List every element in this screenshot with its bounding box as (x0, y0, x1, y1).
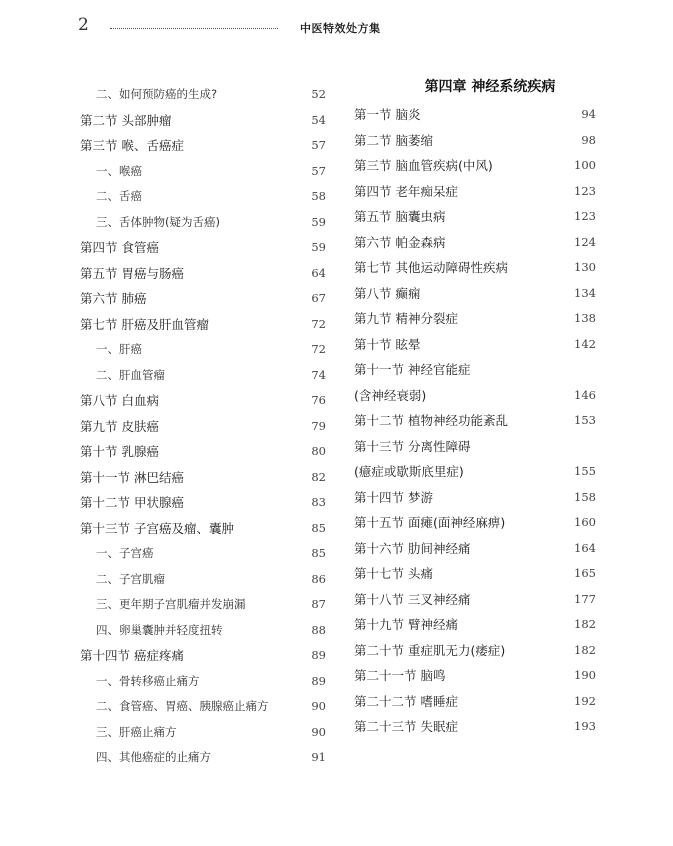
toc-entry[interactable] (354, 689, 596, 715)
toc-entry[interactable] (354, 612, 596, 638)
toc-page-number: 80 (311, 444, 326, 458)
toc-entry[interactable] (80, 388, 326, 414)
toc-subentry[interactable] (80, 618, 326, 644)
toc-entry[interactable] (354, 128, 596, 154)
toc-page-number: 83 (311, 495, 326, 509)
toc-page-number: 192 (574, 693, 596, 708)
toc-subentry[interactable] (80, 720, 326, 746)
toc-entry-title: 第四节 食管癌 (80, 240, 159, 255)
toc-page-number: 88 (311, 622, 326, 637)
toc-entry-title: 第十九节 臂神经痛 (354, 617, 458, 632)
toc-entry[interactable] (80, 133, 326, 159)
toc-page-number: 164 (574, 540, 596, 555)
toc-subentry[interactable] (80, 592, 326, 618)
toc-page-number: 86 (311, 571, 326, 586)
toc-entry-title: 第六节 帕金森病 (354, 234, 446, 250)
toc-entry-title: 第十三节 分离性障碍 (354, 438, 471, 454)
toc-page-number: 52 (311, 87, 326, 101)
toc-entry-title: 一、子宫癌 (96, 546, 154, 560)
toc-entry-title: 第二节 脑萎缩 (354, 132, 433, 148)
toc-entry-title: 四、其他癌症的止痛方 (96, 750, 211, 764)
toc-entry[interactable] (80, 414, 326, 440)
toc-entry[interactable] (354, 434, 596, 460)
toc-entry[interactable] (354, 485, 596, 511)
toc-entry[interactable] (80, 439, 326, 465)
toc-page-number: 74 (311, 367, 326, 382)
toc-subentry[interactable] (80, 363, 326, 389)
toc-entry-title: 第二十三节 失眠症 (354, 719, 458, 734)
page-number: 2 (78, 15, 89, 35)
toc-page-number: 72 (311, 342, 326, 356)
toc-page-number: 177 (574, 591, 596, 606)
toc-page-number: 89 (311, 648, 326, 662)
toc-entry-title: 第十二节 植物神经功能紊乱 (354, 413, 508, 428)
toc-entry-title: 二、肝血管瘤 (96, 367, 165, 382)
toc-entry[interactable] (354, 663, 596, 689)
toc-entry-title: 第九节 皮肤癌 (80, 418, 159, 434)
toc-entry-title: 三、舌体肿物(疑为舌癌) (96, 214, 220, 229)
toc-page-number: 79 (311, 418, 326, 433)
toc-page-number: 54 (311, 112, 326, 127)
toc-page-number: 100 (574, 158, 596, 172)
toc-page-number: 160 (574, 515, 596, 529)
toc-entry-title: 第七节 肝癌及肝血管瘤 (80, 316, 209, 332)
toc-entry-title: 第十节 眩晕 (354, 336, 421, 352)
toc-entry-title: 第二十节 重症肌无力(痿症) (354, 642, 506, 658)
toc-entry[interactable] (80, 516, 326, 542)
toc-entry[interactable] (354, 179, 596, 205)
toc-entry[interactable] (80, 490, 326, 516)
toc-entry-title: 第十一节 神经官能症 (354, 362, 471, 377)
toc-entry[interactable] (354, 408, 596, 434)
toc-page-number: 72 (311, 316, 326, 331)
toc-page-number: 138 (574, 311, 596, 325)
toc-entry-title: 二、食管癌、胃癌、胰腺癌止痛方 (96, 699, 269, 713)
toc-entry[interactable] (80, 261, 326, 287)
toc-page-number: 85 (311, 546, 326, 560)
toc-entry-title: 第二十一节 脑鸣 (354, 668, 446, 683)
toc-entry-title: 第六节 肺癌 (80, 291, 147, 306)
toc-page-number: 190 (574, 668, 596, 682)
toc-page-number: 59 (311, 240, 326, 254)
dotted-rule (110, 28, 278, 29)
toc-entry-title: 第十三节 子宫癌及瘤、囊肿 (80, 520, 234, 536)
toc-entry[interactable] (354, 561, 596, 587)
toc-entry-title: 第十二节 甲状腺癌 (80, 495, 184, 510)
toc-entry[interactable] (354, 510, 596, 536)
toc-right-list (354, 102, 596, 740)
toc-subentry[interactable] (80, 337, 326, 363)
toc-entry-title: 第十节 乳腺癌 (80, 444, 159, 459)
toc-entry[interactable] (80, 312, 326, 338)
toc-page-number: 146 (574, 387, 596, 402)
toc-page-number: 153 (574, 413, 596, 427)
toc-entry-title: 第一节 脑炎 (354, 107, 421, 122)
toc-entry[interactable] (354, 332, 596, 358)
toc-page-number: 124 (574, 234, 596, 249)
toc-entry[interactable] (354, 357, 596, 383)
toc-entry-title: 第十四节 梦游 (354, 489, 433, 505)
toc-entry[interactable] (80, 643, 326, 669)
toc-entry[interactable] (80, 286, 326, 312)
toc-entry-title: 第十五节 面瘫(面神经麻痹) (354, 515, 506, 530)
toc-entry-title: 第七节 其他运动障碍性疾病 (354, 260, 508, 275)
toc-entry[interactable] (354, 102, 596, 128)
toc-page-number: 158 (574, 489, 596, 504)
book-title: 中医特效处方集 (300, 22, 381, 35)
chapter-title: 第四章 神经系统疾病 (424, 79, 556, 95)
toc-entry-title: 一、骨转移癌止痛方 (96, 673, 200, 688)
toc-entry[interactable] (354, 638, 596, 664)
toc-page-number: 142 (574, 336, 596, 351)
toc-entry[interactable] (80, 465, 326, 491)
toc-entry-title: 第二十二节 嗜睡症 (354, 693, 458, 709)
toc-entry-title: 第八节 白血病 (80, 393, 159, 408)
toc-page-number: 134 (574, 285, 596, 300)
toc-entry-title: 二、如何预防癌的生成? (96, 87, 218, 101)
toc-page-number: 64 (311, 265, 326, 280)
toc-entry-title: 四、卵巢囊肿并轻度扭转 (96, 622, 223, 637)
toc-subentry[interactable] (80, 82, 326, 108)
toc-page-number: 98 (581, 132, 596, 147)
toc-entry[interactable] (354, 281, 596, 307)
toc-page-number: 58 (311, 189, 326, 203)
toc-page-number: 57 (311, 138, 326, 152)
toc-page-number: 89 (311, 673, 326, 688)
toc-entry-title: 第三节 脑血管疾病(中风) (354, 158, 493, 173)
toc-page-number: 85 (311, 520, 326, 535)
toc-subentry[interactable] (80, 541, 326, 567)
toc-page-number: 165 (574, 566, 596, 580)
toc-page-number: 82 (311, 469, 326, 484)
toc-entry-title: 三、肝癌止痛方 (96, 724, 177, 739)
toc-page-number: 182 (574, 617, 596, 631)
toc-page-number: 155 (574, 464, 596, 478)
toc-page-number: 94 (581, 107, 596, 121)
toc-entry[interactable] (354, 587, 596, 613)
toc-entry-title: (癔症或歇斯底里症) (354, 464, 464, 479)
toc-entry-title: 第五节 脑囊虫病 (354, 209, 446, 224)
toc-page-number: 87 (311, 597, 326, 611)
toc-page-number: 59 (311, 214, 326, 229)
toc-entry[interactable] (80, 108, 326, 134)
toc-entry-title: 一、喉癌 (96, 163, 142, 178)
toc-page-number: 67 (311, 291, 326, 305)
toc-entry[interactable] (354, 459, 596, 485)
toc-entry-title: 第二节 头部肿瘤 (80, 112, 172, 128)
toc-page-number: 193 (574, 719, 596, 733)
toc-page-number: 57 (311, 163, 326, 178)
toc-entry-title: 三、更年期子宫肌瘤并发崩漏 (96, 597, 246, 611)
toc-page-number: 123 (574, 183, 596, 198)
toc-page-number: 130 (574, 260, 596, 274)
toc-page-number: 90 (311, 724, 326, 739)
toc-page-number: 90 (311, 699, 326, 713)
toc-entry-title: 第十六节 肋间神经痛 (354, 540, 471, 556)
toc-entry[interactable] (354, 383, 596, 409)
toc-subentry[interactable] (80, 567, 326, 593)
toc-entry[interactable] (354, 153, 596, 179)
toc-entry-title: 第四节 老年痴呆症 (354, 183, 458, 199)
toc-entry-title: 第三节 喉、舌癌症 (80, 138, 184, 153)
toc-subentry[interactable] (80, 694, 326, 720)
toc-page-number: 91 (311, 750, 326, 764)
toc-entry[interactable] (354, 230, 596, 256)
toc-entry-title: 二、子宫肌瘤 (96, 571, 165, 586)
toc-entry-title: 第八节 癫痫 (354, 285, 421, 301)
toc-entry[interactable] (80, 235, 326, 261)
toc-entry[interactable] (354, 255, 596, 281)
toc-page-number: 123 (574, 209, 596, 223)
toc-subentry[interactable] (80, 745, 326, 771)
toc-entry[interactable] (354, 306, 596, 332)
toc-left-column (80, 82, 326, 771)
toc-subentry[interactable] (80, 159, 326, 185)
toc-entry-title: 第十一节 淋巴结癌 (80, 469, 184, 485)
toc-page-number: 76 (311, 393, 326, 407)
toc-entry-title: 第十七节 头痛 (354, 566, 433, 581)
toc-entry-title: 第五节 胃癌与肠癌 (80, 265, 184, 281)
toc-right-column (354, 72, 596, 740)
toc-entry[interactable] (354, 536, 596, 562)
toc-entry-title: 第九节 精神分裂症 (354, 311, 458, 326)
toc-entry-title: 一、肝癌 (96, 342, 142, 356)
page-header (0, 0, 673, 50)
toc-entry-title: 第十四节 癌症疼痛 (80, 648, 184, 663)
toc-subentry[interactable] (80, 210, 326, 236)
toc-entry-title: (含神经衰弱) (354, 387, 427, 403)
toc-entry-title: 二、舌癌 (96, 189, 142, 203)
toc-subentry[interactable] (80, 184, 326, 210)
toc-subentry[interactable] (80, 669, 326, 695)
toc-entry[interactable] (354, 714, 596, 740)
toc-entry[interactable] (354, 204, 596, 230)
toc-page-number: 182 (574, 642, 596, 657)
toc-entry-title: 第十八节 三叉神经痛 (354, 591, 471, 607)
